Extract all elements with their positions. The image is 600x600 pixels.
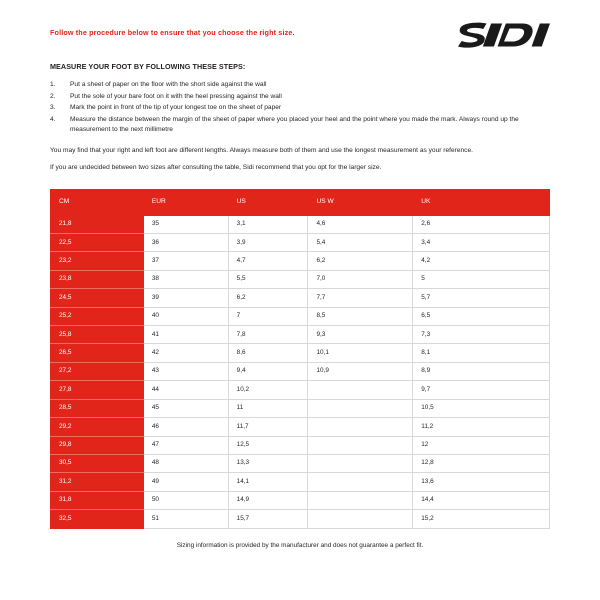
table-row [51, 381, 550, 399]
cell-eur: 49 [143, 473, 228, 491]
table-header-row [51, 190, 550, 216]
step-text: Put a sheet of paper on the floor with the short side against the wall [70, 81, 267, 88]
note-paragraph-1: You may find that your right and left foot are different lengths. Always measure both of them and use the longest measurement as your reference. [50, 146, 473, 154]
size-conversion-table [50, 189, 550, 529]
cell-eur: 39 [143, 289, 228, 307]
step-number: 4. [50, 116, 56, 124]
cell-cm: 24,5 [51, 289, 144, 307]
cell-eur: 43 [143, 362, 228, 380]
cell-us: 8,6 [228, 344, 308, 362]
cell-usw: 7,0 [308, 270, 413, 288]
steps-title: MEASURE YOUR FOOT BY FOLLOWING THESE STEPS: [50, 62, 246, 71]
cell-cm: 31,8 [51, 491, 144, 509]
step-text: Put the sole of your bare foot on it with the heel pressing against the wall [70, 92, 282, 100]
cell-usw [308, 436, 413, 454]
cell-uk: 12,8 [413, 454, 550, 472]
cell-eur: 41 [143, 326, 228, 344]
cell-uk: 7,3 [413, 326, 550, 344]
table-row [51, 252, 550, 270]
cell-uk: 8,1 [413, 344, 550, 362]
cell-cm: 28,5 [51, 399, 144, 417]
cell-us: 6,2 [228, 289, 308, 307]
cell-cm: 27,8 [51, 381, 144, 399]
list-item [50, 80, 550, 90]
cell-eur: 45 [143, 399, 228, 417]
cell-uk: 5 [413, 270, 550, 288]
cell-usw: 6,2 [308, 252, 413, 270]
cell-us: 5,5 [228, 270, 308, 288]
cell-cm: 32,5 [51, 510, 144, 528]
cell-cm: 31,2 [51, 473, 144, 491]
footnote: Sizing information is provided by the manufacturer and does not guarantee a perfect fit. [176, 541, 424, 549]
cell-cm: 25,2 [51, 307, 144, 325]
step-number: 1. [50, 81, 56, 88]
cell-cm: 29,2 [51, 418, 144, 436]
cell-us: 14,9 [228, 491, 308, 509]
cell-us: 10,2 [228, 381, 308, 399]
table-row [51, 362, 550, 380]
column-header-uk: UK [413, 190, 550, 216]
table-row [51, 289, 550, 307]
cell-us: 7,8 [228, 326, 308, 344]
table-row [51, 307, 550, 325]
cell-cm: 26,5 [51, 344, 144, 362]
table-row [51, 326, 550, 344]
cell-us: 15,7 [228, 510, 308, 528]
cell-us: 14,1 [228, 473, 308, 491]
cell-cm: 29,8 [51, 436, 144, 454]
table-row [51, 454, 550, 472]
column-header-usw: US W [308, 190, 413, 216]
cell-eur: 38 [143, 270, 228, 288]
cell-cm: 30,5 [51, 454, 144, 472]
table-row [51, 418, 550, 436]
table-row [51, 270, 550, 288]
cell-usw [308, 418, 413, 436]
cell-eur: 35 [143, 215, 228, 233]
cell-usw [308, 454, 413, 472]
table-row [51, 473, 550, 491]
table-row [51, 436, 550, 454]
step-text: Measure the distance between the margin of the sheet of paper where you placed your heel and the point where you made the mark. Always round up the measurement to the next millimetre [70, 116, 519, 134]
cell-eur: 42 [143, 344, 228, 362]
cell-us: 4,7 [228, 252, 308, 270]
cell-uk: 2,6 [413, 215, 550, 233]
cell-uk: 15,2 [413, 510, 550, 528]
cell-eur: 48 [143, 454, 228, 472]
cell-cm: 21,8 [51, 215, 144, 233]
cell-usw: 7,7 [308, 289, 413, 307]
list-item [50, 115, 550, 135]
cell-us: 11,7 [228, 418, 308, 436]
column-header-cm: CM [51, 190, 144, 216]
cell-us: 7 [228, 307, 308, 325]
cell-usw: 8,5 [308, 307, 413, 325]
cell-us: 13,3 [228, 454, 308, 472]
sidi-logo [458, 20, 550, 50]
cell-eur: 37 [143, 252, 228, 270]
cell-uk: 6,5 [413, 307, 550, 325]
cell-usw [308, 510, 413, 528]
note-paragraph-2: If you are undecided between two sizes after consulting the table, Sidi recommend that you opt for the larger size. [50, 163, 382, 171]
cell-uk: 9,7 [413, 381, 550, 399]
cell-uk: 11,2 [413, 418, 550, 436]
table-row [51, 510, 550, 528]
cell-uk: 3,4 [413, 234, 550, 252]
cell-cm: 27,2 [51, 362, 144, 380]
column-header-eur: EUR [143, 190, 228, 216]
cell-eur: 50 [143, 491, 228, 509]
list-item [50, 103, 550, 113]
table-row [51, 215, 550, 233]
cell-us: 3,1 [228, 215, 308, 233]
cell-usw: 5,4 [308, 234, 413, 252]
cell-eur: 51 [143, 510, 228, 528]
cell-usw: 4,6 [308, 215, 413, 233]
cell-uk: 8,9 [413, 362, 550, 380]
table-row [51, 491, 550, 509]
cell-usw: 10,1 [308, 344, 413, 362]
cell-eur: 47 [143, 436, 228, 454]
cell-usw [308, 473, 413, 491]
cell-eur: 36 [143, 234, 228, 252]
cell-usw: 10,9 [308, 362, 413, 380]
cell-uk: 4,2 [413, 252, 550, 270]
cell-uk: 10,5 [413, 399, 550, 417]
table-row [51, 399, 550, 417]
step-number: 3. [50, 104, 56, 112]
cell-uk: 5,7 [413, 289, 550, 307]
cell-us: 12,5 [228, 436, 308, 454]
table-body [51, 215, 550, 528]
cell-usw: 9,3 [308, 326, 413, 344]
column-header-us: US [228, 190, 308, 216]
cell-eur: 46 [143, 418, 228, 436]
table-row [51, 344, 550, 362]
cell-us: 11 [228, 399, 308, 417]
step-text: Mark the point in front of the tip of your longest toe on the sheet of paper [70, 104, 282, 112]
cell-usw [308, 399, 413, 417]
cell-eur: 44 [143, 381, 228, 399]
steps-list [50, 80, 550, 136]
cell-uk: 12 [413, 436, 550, 454]
intro-line: Follow the procedure below to ensure that you choose the right size. [50, 28, 295, 37]
cell-eur: 40 [143, 307, 228, 325]
cell-usw [308, 491, 413, 509]
cell-cm: 23,8 [51, 270, 144, 288]
cell-us: 3,9 [228, 234, 308, 252]
cell-usw [308, 381, 413, 399]
cell-us: 9,4 [228, 362, 308, 380]
list-item [50, 92, 550, 102]
step-number: 2. [50, 92, 56, 100]
cell-cm: 23,2 [51, 252, 144, 270]
cell-cm: 22,5 [51, 234, 144, 252]
header [50, 26, 550, 50]
cell-uk: 13,6 [413, 473, 550, 491]
cell-cm: 25,8 [51, 326, 144, 344]
cell-uk: 14,4 [413, 491, 550, 509]
table-row [51, 234, 550, 252]
